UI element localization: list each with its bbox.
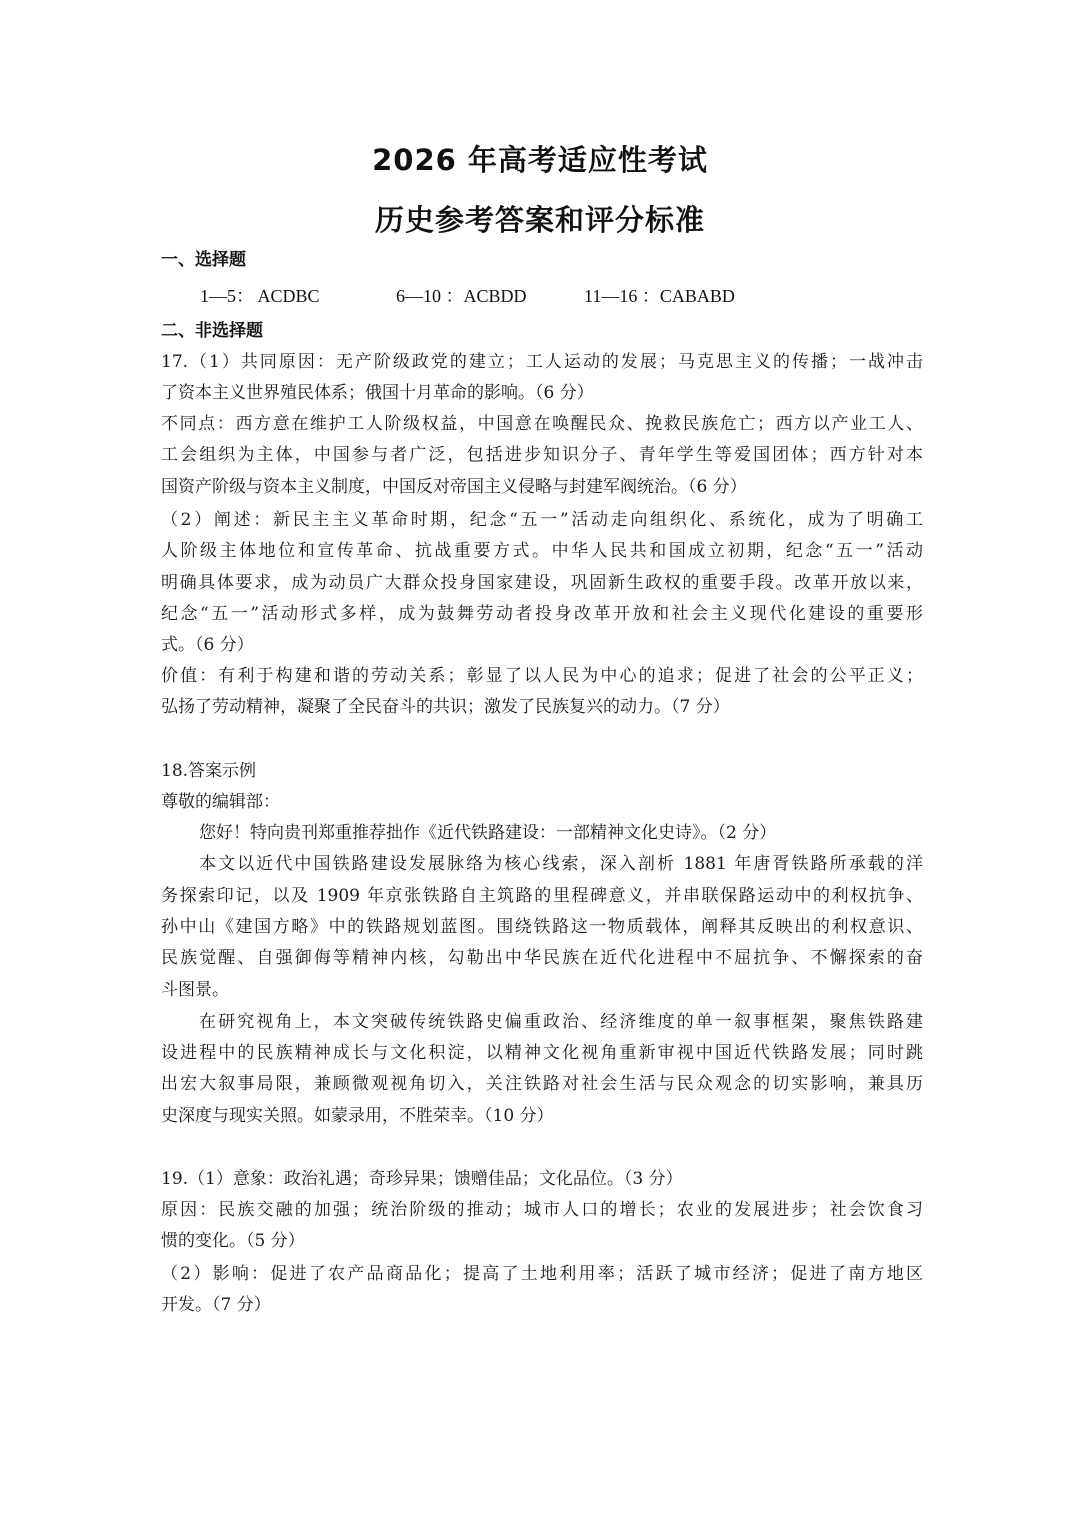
text-line: 设进程中的民族精神成长与文化积淀，以精神文化视角重新审视中国近代铁路发展；同时跳 [161,1043,923,1063]
text-line: 开发。（7 分） [161,1295,271,1315]
text-line: 人阶级主体地位和宣传革命、抗战重要方式。中华人民共和国成立初期，纪念“五一”活动 [161,541,923,561]
text-line: 您好！特向贵刊郑重推荐拙作《近代铁路建设：一部精神文化史诗》。（2 分） [199,823,777,843]
text-line: 史深度与现实关照。如蒙录用，不胜荣幸。（10 分） [161,1106,554,1126]
text-line: 价值：有利于构建和谐的劳动关系；彰显了以人民为中心的追求；促进了社会的公平正义； [161,666,923,686]
text-line: 斗图景。 [161,980,229,1000]
text-line: 本文以近代中国铁路建设发展脉络为核心线索，深入剖析 1881 年唐胥铁路所承载的洋 [199,854,923,874]
text-line: 在研究视角上，本文突破传统铁路史偏重政治、经济维度的单一叙事框架，聚焦铁路建 [199,1012,923,1032]
page-title: 2026 年高考适应性考试 [372,143,708,177]
text-line: 纪念“五一”活动形式多样，成为鼓舞劳动者投身改革开放和社会主义现代化建设的重要形 [161,604,923,624]
text-line: 了资本主义世界殖民体系；俄国十月革命的影响。（6 分） [161,383,594,403]
section-multiple-choice-heading: 一、选择题 [161,250,246,270]
text-line: 出宏大叙事局限，兼顾微观视角切入，关注铁路对社会生活与民众观念的切实影响，兼具历 [161,1074,923,1094]
text-line: 明确具体要求，成为动员广大群众投身国家建设，巩固新生政权的重要手段。改革开放以来， [161,573,923,593]
text-line: 民族觉醒、自强御侮等精神内核，勾勒出中华民族在近代化进程中不屈抗争、不懈探索的奋 [161,948,923,968]
answers-11-16: 11—16 ：CABABD [584,286,735,306]
text-line: 工会组织为主体，中国参与者广泛，包括进步知识分子、青年学生等爱国团体；西方针对本 [161,445,923,465]
text-line: 惯的变化。（5 分） [161,1231,305,1251]
text-line: 务探索印记，以及 1909 年京张铁路自主筑路的里程碑意义，并串联保路运动中的利权抗争、 [161,886,923,906]
text-line: 孙中山《建国方略》中的铁路规划蓝图。围绕铁路这一物质载体，阐释其反映出的利权意识、 [161,917,923,937]
text-line: 17.（1）共同原因：无产阶级政党的建立；工人运动的发展；马克思主义的传播；一战冲击 [161,352,923,372]
answers-1-5: 1—5： ACDBC [200,286,320,306]
text-line: （2）阐述：新民主主义革命时期，纪念“五一”活动走向组织化、系统化，成为了明确工 [161,510,923,530]
answers-6-10: 6—10 ：ACBDD [396,286,527,306]
section-non-choice-heading: 二、非选择题 [161,321,263,341]
text-line: （2）影响：促进了农产品商品化；提高了土地利用率；活跃了城市经济；促进了南方地区 [161,1264,923,1284]
text-line: 18.答案示例 [161,761,257,781]
text-line: 原因：民族交融的加强；统治阶级的推动；城市人口的增长；农业的发展进步；社会饮食习 [161,1200,923,1220]
text-line: 19.（1）意象：政治礼遇；奇珍异果；馈赠佳品；文化品位。（3 分） [161,1169,683,1189]
text-line: 国资产阶级与资本主义制度，中国反对帝国主义侵略与封建军阀统治。（6 分） [161,477,747,497]
text-line: 尊敬的编辑部： [161,792,280,812]
text-line: 弘扬了劳动精神，凝聚了全民奋斗的共识；激发了民族复兴的动力。（7 分） [161,697,730,717]
page-subtitle: 历史参考答案和评分标准 [374,203,705,237]
text-line: 不同点：西方意在维护工人阶级权益，中国意在唤醒民众、挽救民族危亡；西方以产业工人、 [161,414,923,434]
text-line: 式。（6 分） [161,635,254,655]
